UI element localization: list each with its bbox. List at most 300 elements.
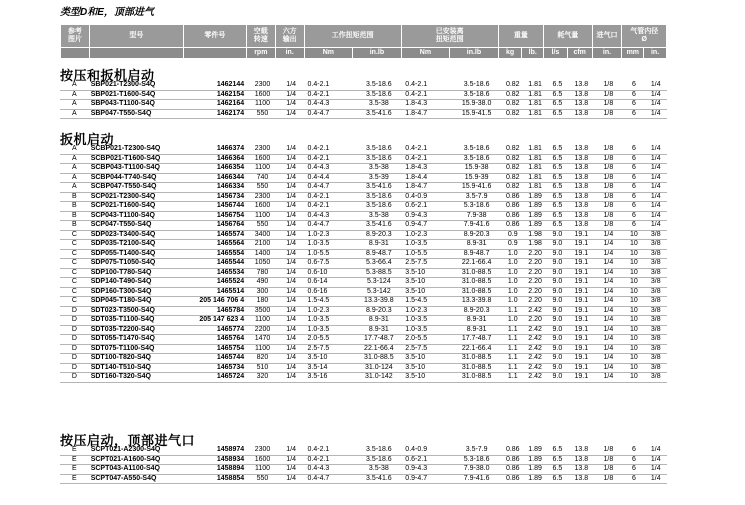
table-cell: 3/8 <box>645 354 667 364</box>
table-cell: C <box>60 240 89 250</box>
header-weight: 重量 <box>499 25 543 47</box>
table-cell: 0.86 <box>501 202 524 212</box>
table-cell: 1/8 <box>594 455 624 465</box>
table-cell: SBP021-T2300-S4Q <box>89 81 185 90</box>
table-cell: 13.8 <box>569 455 593 465</box>
table-cell: 0.6-16 <box>306 287 355 297</box>
table-cell: 3.5-41.6 <box>354 474 403 484</box>
table-cell: 3.5-10 <box>403 373 452 383</box>
table-cell: 0.4-4.3 <box>306 465 355 475</box>
table-cell: 1.0-5.5 <box>403 249 452 259</box>
table-cell: 15.9-38 <box>452 164 501 174</box>
table-cell: SDP035-T2100-S4Q <box>89 240 185 250</box>
header-model: 型号 <box>90 25 183 47</box>
table-cell: 3.5-18.6 <box>354 145 403 154</box>
table-cell: 0.82 <box>501 90 524 100</box>
table-cell: 780 <box>248 268 277 278</box>
table-cell: 1466344 <box>184 173 248 183</box>
table-cell: 6 <box>623 109 644 119</box>
table-cell: 10 <box>623 297 644 307</box>
table-cell: 3.5-41.6 <box>354 183 403 193</box>
table-cell: E <box>60 446 89 455</box>
table-cell: 15.9-38.0 <box>452 100 501 110</box>
table-cell: 3/8 <box>645 344 667 354</box>
table-row <box>60 221 667 231</box>
table-cell: 6 <box>623 446 644 455</box>
unit-cell: Nm <box>402 47 450 58</box>
table-cell: 9.0 <box>546 363 569 373</box>
table-cell: 19.1 <box>569 344 593 354</box>
table-cell: 1465564 <box>184 240 248 250</box>
table-cell: 3/8 <box>645 325 667 335</box>
table-cell: 1.81 <box>524 81 545 90</box>
table-cell: A <box>60 173 89 183</box>
table-cell: 7.9-41.6 <box>452 221 501 231</box>
table-cell: 1100 <box>248 465 277 475</box>
table-cell: 0.9-4.7 <box>403 474 452 484</box>
table-cell: 1.81 <box>524 109 545 119</box>
table-cell: 1/4 <box>277 455 306 465</box>
table-cell: 0.9-4.3 <box>403 465 452 475</box>
table-cell: 1465534 <box>184 268 248 278</box>
table-row <box>60 145 667 154</box>
table-cell: 1458974 <box>184 446 248 455</box>
table-cell: 1456744 <box>184 202 248 212</box>
table-cell: D <box>60 354 89 364</box>
table-cell: 13.8 <box>569 154 593 164</box>
table-cell: 1.0 <box>501 268 524 278</box>
table-cell: 1456764 <box>184 221 248 231</box>
table-cell: 2.20 <box>524 316 545 326</box>
table-row <box>60 268 667 278</box>
header-torque: 工作扭矩范围 <box>305 25 401 47</box>
table-cell: 3.5-18.6 <box>354 202 403 212</box>
table-cell: SCPT047-A550-S4Q <box>89 474 185 484</box>
table-cell: 1.0-2.3 <box>306 306 355 316</box>
table-cell: 10 <box>623 335 644 345</box>
table-cell: 8.9-48.7 <box>452 249 501 259</box>
table-cell: 8.9-31 <box>354 316 403 326</box>
table-cell: 1.1 <box>501 363 524 373</box>
table-cell: 1/4 <box>645 183 667 193</box>
table-cell: SDT023-T3500-S4Q <box>89 306 185 316</box>
table-row <box>60 240 667 250</box>
table-cell: SCPT021-A1600-S4Q <box>89 455 185 465</box>
table-cell: 1.81 <box>524 100 545 110</box>
table-cell: 1600 <box>248 202 277 212</box>
table-cell: 2.20 <box>524 287 545 297</box>
table-cell: D <box>60 316 89 326</box>
table-cell: 1/4 <box>277 268 306 278</box>
table-cell: 1/4 <box>277 164 306 174</box>
table-cell: 6.5 <box>546 100 569 110</box>
table-cell: 19.1 <box>569 287 593 297</box>
table-cell: 8.9-31 <box>452 240 501 250</box>
table-row <box>60 306 667 316</box>
table-cell: 8.9-20.3 <box>354 306 403 316</box>
table-cell: 1/8 <box>594 145 624 154</box>
table-cell: 0.82 <box>501 164 524 174</box>
table-row <box>60 173 667 183</box>
header-torque-install: 已安装离 扭矩范围 <box>402 25 498 47</box>
table-cell: SDT055-T1470-S4Q <box>89 335 185 345</box>
table-cell: B <box>60 221 89 231</box>
table-cell: 1.1 <box>501 325 524 335</box>
table-cell: 13.8 <box>569 81 593 90</box>
table-cell: 1/4 <box>277 278 306 288</box>
table-cell: 0.9-4.3 <box>403 211 452 221</box>
table-cell: 1.0 <box>501 249 524 259</box>
table-cell: 1/4 <box>645 90 667 100</box>
table-cell: 0.86 <box>501 211 524 221</box>
table-cell: 2.42 <box>524 335 545 345</box>
table-cell: 1600 <box>248 455 277 465</box>
table-cell: 1/4 <box>277 100 306 110</box>
table-cell: 1.8-4.3 <box>403 164 452 174</box>
unit-cell: in.lb <box>450 47 498 58</box>
table-cell: 8.9-31 <box>452 316 501 326</box>
table-row <box>60 287 667 297</box>
table-cell: 2300 <box>248 446 277 455</box>
unit-cell: kg <box>499 47 522 58</box>
table-cell: 0.86 <box>501 446 524 455</box>
table-cell: 3.5-38 <box>354 100 403 110</box>
table-cell: 2.42 <box>524 344 545 354</box>
table-cell: 31.0-88.5 <box>452 287 501 297</box>
table-cell: 19.1 <box>569 297 593 307</box>
table-cell: 1/4 <box>277 316 306 326</box>
table-cell: 13.8 <box>569 183 593 193</box>
table-cell: D <box>60 335 89 345</box>
table-cell: SDP023-T3400-S4Q <box>89 230 185 240</box>
table-cell: 9.0 <box>546 230 569 240</box>
table-cell: 19.1 <box>569 240 593 250</box>
table-cell: 13.8 <box>569 474 593 484</box>
table-cell: 0.82 <box>501 183 524 193</box>
table-cell: 1100 <box>248 164 277 174</box>
table-cell: 9.0 <box>546 335 569 345</box>
table-cell: 31.0-88.5 <box>452 278 501 288</box>
table-cell: 0.4-2.1 <box>306 202 355 212</box>
table-cell: 1/4 <box>277 192 306 202</box>
table-cell: 3.5-18.6 <box>354 90 403 100</box>
table-cell: 0.4-2.1 <box>306 145 355 154</box>
table-cell: 3/8 <box>645 240 667 250</box>
table-cell: 3.5-10 <box>403 278 452 288</box>
table-cell: 2.20 <box>524 249 545 259</box>
table-cell: 0.4-2.1 <box>306 192 355 202</box>
table-cell: 1/4 <box>594 249 624 259</box>
table-cell: 0.86 <box>501 474 524 484</box>
table-cell: SDT035-T1100-S4Q <box>89 316 185 326</box>
table-cell: 300 <box>248 287 277 297</box>
table-cell: 1/8 <box>594 474 624 484</box>
table-cell: 550 <box>248 183 277 193</box>
table-cell: 1400 <box>248 249 277 259</box>
table-cell: 13.3-39.8 <box>452 297 501 307</box>
table-cell: 5.3-66.4 <box>354 259 403 269</box>
unit-cell <box>61 47 89 58</box>
table-cell: 1/4 <box>277 335 306 345</box>
table-cell: 3.5-7.9 <box>452 446 501 455</box>
page-title: 类型D和E，顶部进气 <box>60 7 154 18</box>
table-cell: 3.5-18.6 <box>452 81 501 90</box>
table-row <box>60 465 667 475</box>
table-cell: 31.0-88.5 <box>354 354 403 364</box>
table-cell: 1.0-3.5 <box>403 240 452 250</box>
table-cell: 1/4 <box>645 109 667 119</box>
table-cell: 10 <box>623 373 644 383</box>
table-cell: 19.1 <box>569 354 593 364</box>
table-cell: 1.0 <box>501 287 524 297</box>
table-cell: C <box>60 249 89 259</box>
table-cell: SBP043-T1100-S4Q <box>89 100 185 110</box>
table-cell: 6 <box>623 90 644 100</box>
table-cell: 1.89 <box>524 221 545 231</box>
table-cell: 13.8 <box>569 221 593 231</box>
table-cell: 8.9-31 <box>452 325 501 335</box>
unit-cell: Nm <box>305 47 353 58</box>
table-cell: 1465574 <box>184 230 248 240</box>
table-cell: 0.4-4.7 <box>306 183 355 193</box>
table-cell: 8.9-31 <box>354 240 403 250</box>
section-table <box>60 446 667 484</box>
table-cell: 8.9-31 <box>354 325 403 335</box>
table-cell: 19.1 <box>569 363 593 373</box>
table-cell: 13.3-39.8 <box>354 297 403 307</box>
table-cell: 1.98 <box>524 230 545 240</box>
table-cell: 180 <box>248 297 277 307</box>
table-cell: 3/8 <box>645 287 667 297</box>
header-inlet: 进气口 <box>593 25 622 47</box>
table-cell: 3.5-10 <box>403 287 452 297</box>
table-cell: 1.0 <box>501 316 524 326</box>
table-cell: 9.0 <box>546 268 569 278</box>
table-cell: 1/4 <box>277 465 306 475</box>
table-cell: 0.4-2.1 <box>306 90 355 100</box>
table-cell: 1/4 <box>277 154 306 164</box>
table-cell: 9.0 <box>546 316 569 326</box>
table-cell: 1.1 <box>501 354 524 364</box>
table-cell: 10 <box>623 249 644 259</box>
table-cell: 1465774 <box>184 325 248 335</box>
table-cell: 490 <box>248 278 277 288</box>
table-cell: 6 <box>623 164 644 174</box>
table-cell: 205 146 706 4 <box>184 297 248 307</box>
table-cell: D <box>60 363 89 373</box>
table-cell: 1/4 <box>277 90 306 100</box>
table-cell: 13.8 <box>569 192 593 202</box>
table-cell: 6.5 <box>546 221 569 231</box>
table-cell: 9.0 <box>546 373 569 383</box>
table-cell: 1465764 <box>184 335 248 345</box>
table-cell: SDT100-T820-S4Q <box>89 354 185 364</box>
table-cell: 3500 <box>248 306 277 316</box>
table-cell: 5.3-18.6 <box>452 455 501 465</box>
table-cell: 2.42 <box>524 306 545 316</box>
table-cell: 1/8 <box>594 465 624 475</box>
unit-cell: l/s <box>544 47 567 58</box>
table-cell: 8.9-20.3 <box>452 306 501 316</box>
table-cell: A <box>60 90 89 100</box>
table-cell: 1/4 <box>277 363 306 373</box>
section-title-press-top-inlet: 按压启动，顶部进气口 <box>60 433 196 448</box>
table-cell: 0.4-4.7 <box>306 221 355 231</box>
table-cell: 31.0-88.5 <box>452 268 501 278</box>
table-cell: 1/8 <box>594 192 624 202</box>
table-cell: 550 <box>248 109 277 119</box>
table-cell: 1.89 <box>524 202 545 212</box>
table-cell: 3.5-38 <box>354 164 403 174</box>
table-cell: 2.42 <box>524 354 545 364</box>
table-cell: SCBP021-T2300-S4Q <box>89 145 185 154</box>
table-cell: 2.5-7.5 <box>306 344 355 354</box>
table-cell: 19.1 <box>569 306 593 316</box>
table-cell: 3.5-18.6 <box>452 145 501 154</box>
table-cell: 1.1 <box>501 335 524 345</box>
table-cell: 205 147 623 4 <box>184 316 248 326</box>
table-cell: SCP021-T2300-S4Q <box>89 192 185 202</box>
table-cell: 1/4 <box>277 240 306 250</box>
table-cell: 1.1 <box>501 306 524 316</box>
table-cell: 13.8 <box>569 90 593 100</box>
table-cell: 3/8 <box>645 363 667 373</box>
table-row <box>60 259 667 269</box>
table-cell: 6 <box>623 183 644 193</box>
header-square: 六方 输出 <box>276 25 304 47</box>
table-cell: E <box>60 474 89 484</box>
unit-cell: rpm <box>247 47 275 58</box>
table-cell: 2.0-5.5 <box>306 335 355 345</box>
table-cell: SCPT043-A1100-S4Q <box>89 465 185 475</box>
table-cell: 1/4 <box>594 297 624 307</box>
table-cell: 1.0-3.5 <box>403 325 452 335</box>
table-cell: E <box>60 465 89 475</box>
table-cell: 1/8 <box>594 81 624 90</box>
table-cell: 3400 <box>248 230 277 240</box>
table-cell: 820 <box>248 354 277 364</box>
table-cell: 6.5 <box>546 154 569 164</box>
table-cell: 3/8 <box>645 268 667 278</box>
table-cell: 1.1 <box>501 344 524 354</box>
table-cell: 1/4 <box>277 173 306 183</box>
table-cell: 1/4 <box>277 325 306 335</box>
table-cell: 6.5 <box>546 81 569 90</box>
table-cell: 7.9-41.6 <box>452 474 501 484</box>
table-cell: 3/8 <box>645 373 667 383</box>
table-cell: 6 <box>623 221 644 231</box>
table-cell: 0.82 <box>501 154 524 164</box>
table-cell: 1.0 <box>501 259 524 269</box>
table-cell: 15.9-41.6 <box>452 183 501 193</box>
table-cell: 1.5-4.5 <box>306 297 355 307</box>
table-cell: 2.42 <box>524 363 545 373</box>
table-cell: 1465554 <box>184 249 248 259</box>
table-cell: 9.0 <box>546 240 569 250</box>
table-cell: 1.89 <box>524 446 545 455</box>
table-row <box>60 230 667 240</box>
table-cell: 3.5-10 <box>306 354 355 364</box>
table-cell: 6 <box>623 465 644 475</box>
table-cell: 1466374 <box>184 145 248 154</box>
table-cell: 19.1 <box>569 316 593 326</box>
table-cell: 6 <box>623 455 644 465</box>
table-cell: 1/4 <box>645 202 667 212</box>
table-cell: 13.8 <box>569 465 593 475</box>
table-cell: 1/4 <box>594 278 624 288</box>
table-cell: 9.0 <box>546 259 569 269</box>
table-row <box>60 183 667 193</box>
table-cell: 9.0 <box>546 278 569 288</box>
table-cell: 6.5 <box>546 164 569 174</box>
table-cell: 9.0 <box>546 249 569 259</box>
table-cell: 1/8 <box>594 109 624 119</box>
table-cell: SCP021-T1600-S4Q <box>89 202 185 212</box>
table-cell: D <box>60 306 89 316</box>
table-cell: 3.5-10 <box>403 354 452 364</box>
table-cell: 1.89 <box>524 455 545 465</box>
table-cell: 0.6-10 <box>306 268 355 278</box>
table-cell: 1.81 <box>524 183 545 193</box>
table-cell: SCP043-T1100-S4Q <box>89 211 185 221</box>
table-cell: 0.4-2.1 <box>403 90 452 100</box>
table-cell: 0.4-4.3 <box>306 211 355 221</box>
table-cell: 13.8 <box>569 164 593 174</box>
table-cell: SDP075-T1050-S4Q <box>89 259 185 269</box>
table-cell: 0.86 <box>501 455 524 465</box>
table-cell: 0.86 <box>501 192 524 202</box>
table-cell: 2200 <box>248 325 277 335</box>
table-cell: 3.5-18.6 <box>452 154 501 164</box>
table-row <box>60 335 667 345</box>
table-cell: 2.42 <box>524 373 545 383</box>
table-cell: 1/4 <box>277 344 306 354</box>
table-cell: 1/4 <box>277 230 306 240</box>
table-cell: 6.5 <box>546 192 569 202</box>
table-cell: 1/4 <box>277 211 306 221</box>
table-cell: 1100 <box>248 344 277 354</box>
table-cell: 1/4 <box>594 335 624 345</box>
table-cell: 1/8 <box>594 202 624 212</box>
table-row <box>60 278 667 288</box>
table-cell: 1466354 <box>184 164 248 174</box>
table-cell: 6.5 <box>546 90 569 100</box>
table-cell: 1465734 <box>184 363 248 373</box>
table-cell: 1/8 <box>594 164 624 174</box>
table-cell: 1/4 <box>645 145 667 154</box>
unit-cell: in.lb <box>353 47 401 58</box>
table-cell: 1456734 <box>184 192 248 202</box>
table-cell: 6 <box>623 173 644 183</box>
table-cell: 1/4 <box>277 109 306 119</box>
table-cell: SDT140-T510-S4Q <box>89 363 185 373</box>
table-cell: 1100 <box>248 316 277 326</box>
table-cell: 1458934 <box>184 455 248 465</box>
table-cell: 0.86 <box>501 465 524 475</box>
table-cell: 1/4 <box>645 474 667 484</box>
section-table <box>60 145 667 383</box>
table-cell: 6 <box>623 474 644 484</box>
table-cell: 1/8 <box>594 446 624 455</box>
table-cell: 1.1 <box>501 373 524 383</box>
table-cell: 1050 <box>248 259 277 269</box>
table-cell: 10 <box>623 259 644 269</box>
table-cell: 1456754 <box>184 211 248 221</box>
table-cell: 1/4 <box>277 221 306 231</box>
table-cell: 6.5 <box>546 202 569 212</box>
table-cell: 9.0 <box>546 354 569 364</box>
table-cell: 0.6-14 <box>306 278 355 288</box>
